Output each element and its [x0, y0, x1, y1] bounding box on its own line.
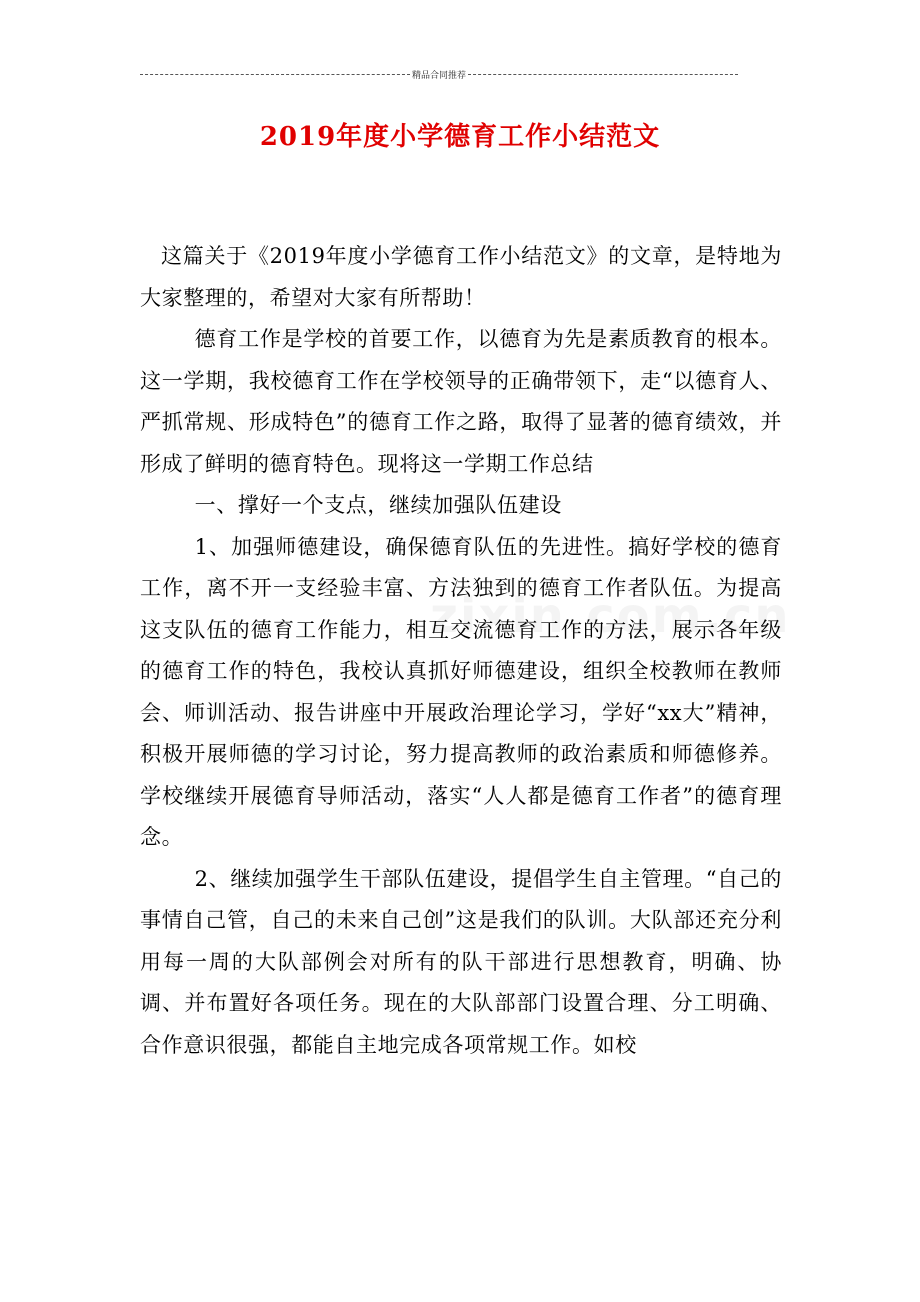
body-paragraph: 2、继续加强学生干部队伍建设，提倡学生自主管理。“自己的事情自己管，自己的未来自己创”这是我们的队训。大队部还充分利用每一周的大队部例会对所有的队干部进行思想教育，明确、协调、并布置好各项任务。现在的大队部部门设置合理、分工明确、合作意识很强，都能自主地完成各项常规工作。如校	[140, 866, 782, 1057]
document-title: 2019年度小学德育工作小结范文	[259, 122, 661, 152]
header-rule	[140, 66, 738, 82]
body-paragraph: 1、加强师德建设，确保德育队伍的先进性。搞好学校的德育工作，离不开一支经验丰富、方法独到的德育工作者队伍。为提高这支队伍的德育工作能力，相互交流德育工作的方法，展示各年级的德育工作的特色，我校认真抓好师德建设，组织全校教师在教师会、师训活动、报告讲座中开展政治理论学习，学好“xx大”精神，积极开展师德的学习讨论，努力提高教师的政治素质和师德修养。学校继续开展德育导师活动，落实“人人都是德育工作者”的德育理念。	[140, 534, 782, 849]
header-dash-right	[468, 74, 738, 75]
header-dash-left	[140, 74, 410, 75]
header-label: 精品合同推荐	[412, 70, 467, 81]
intro-paragraph: 这篇关于《2019年度小学德育工作小结范文》的文章，是特地为大家整理的，希望对大家有所帮助！	[140, 244, 782, 310]
document-body	[140, 236, 782, 1066]
body-paragraph: 德育工作是学校的首要工作，以德育为先是素质教育的根本。这一学期，我校德育工作在学校领导的正确带领下，走“以德育人、严抓常规、形成特色”的德育工作之路，取得了显著的德育绩效，并形成了鲜明的德育特色。现将这一学期工作总结	[140, 327, 782, 476]
section-heading: 一、撑好一个支点，继续加强队伍建设	[194, 493, 562, 517]
